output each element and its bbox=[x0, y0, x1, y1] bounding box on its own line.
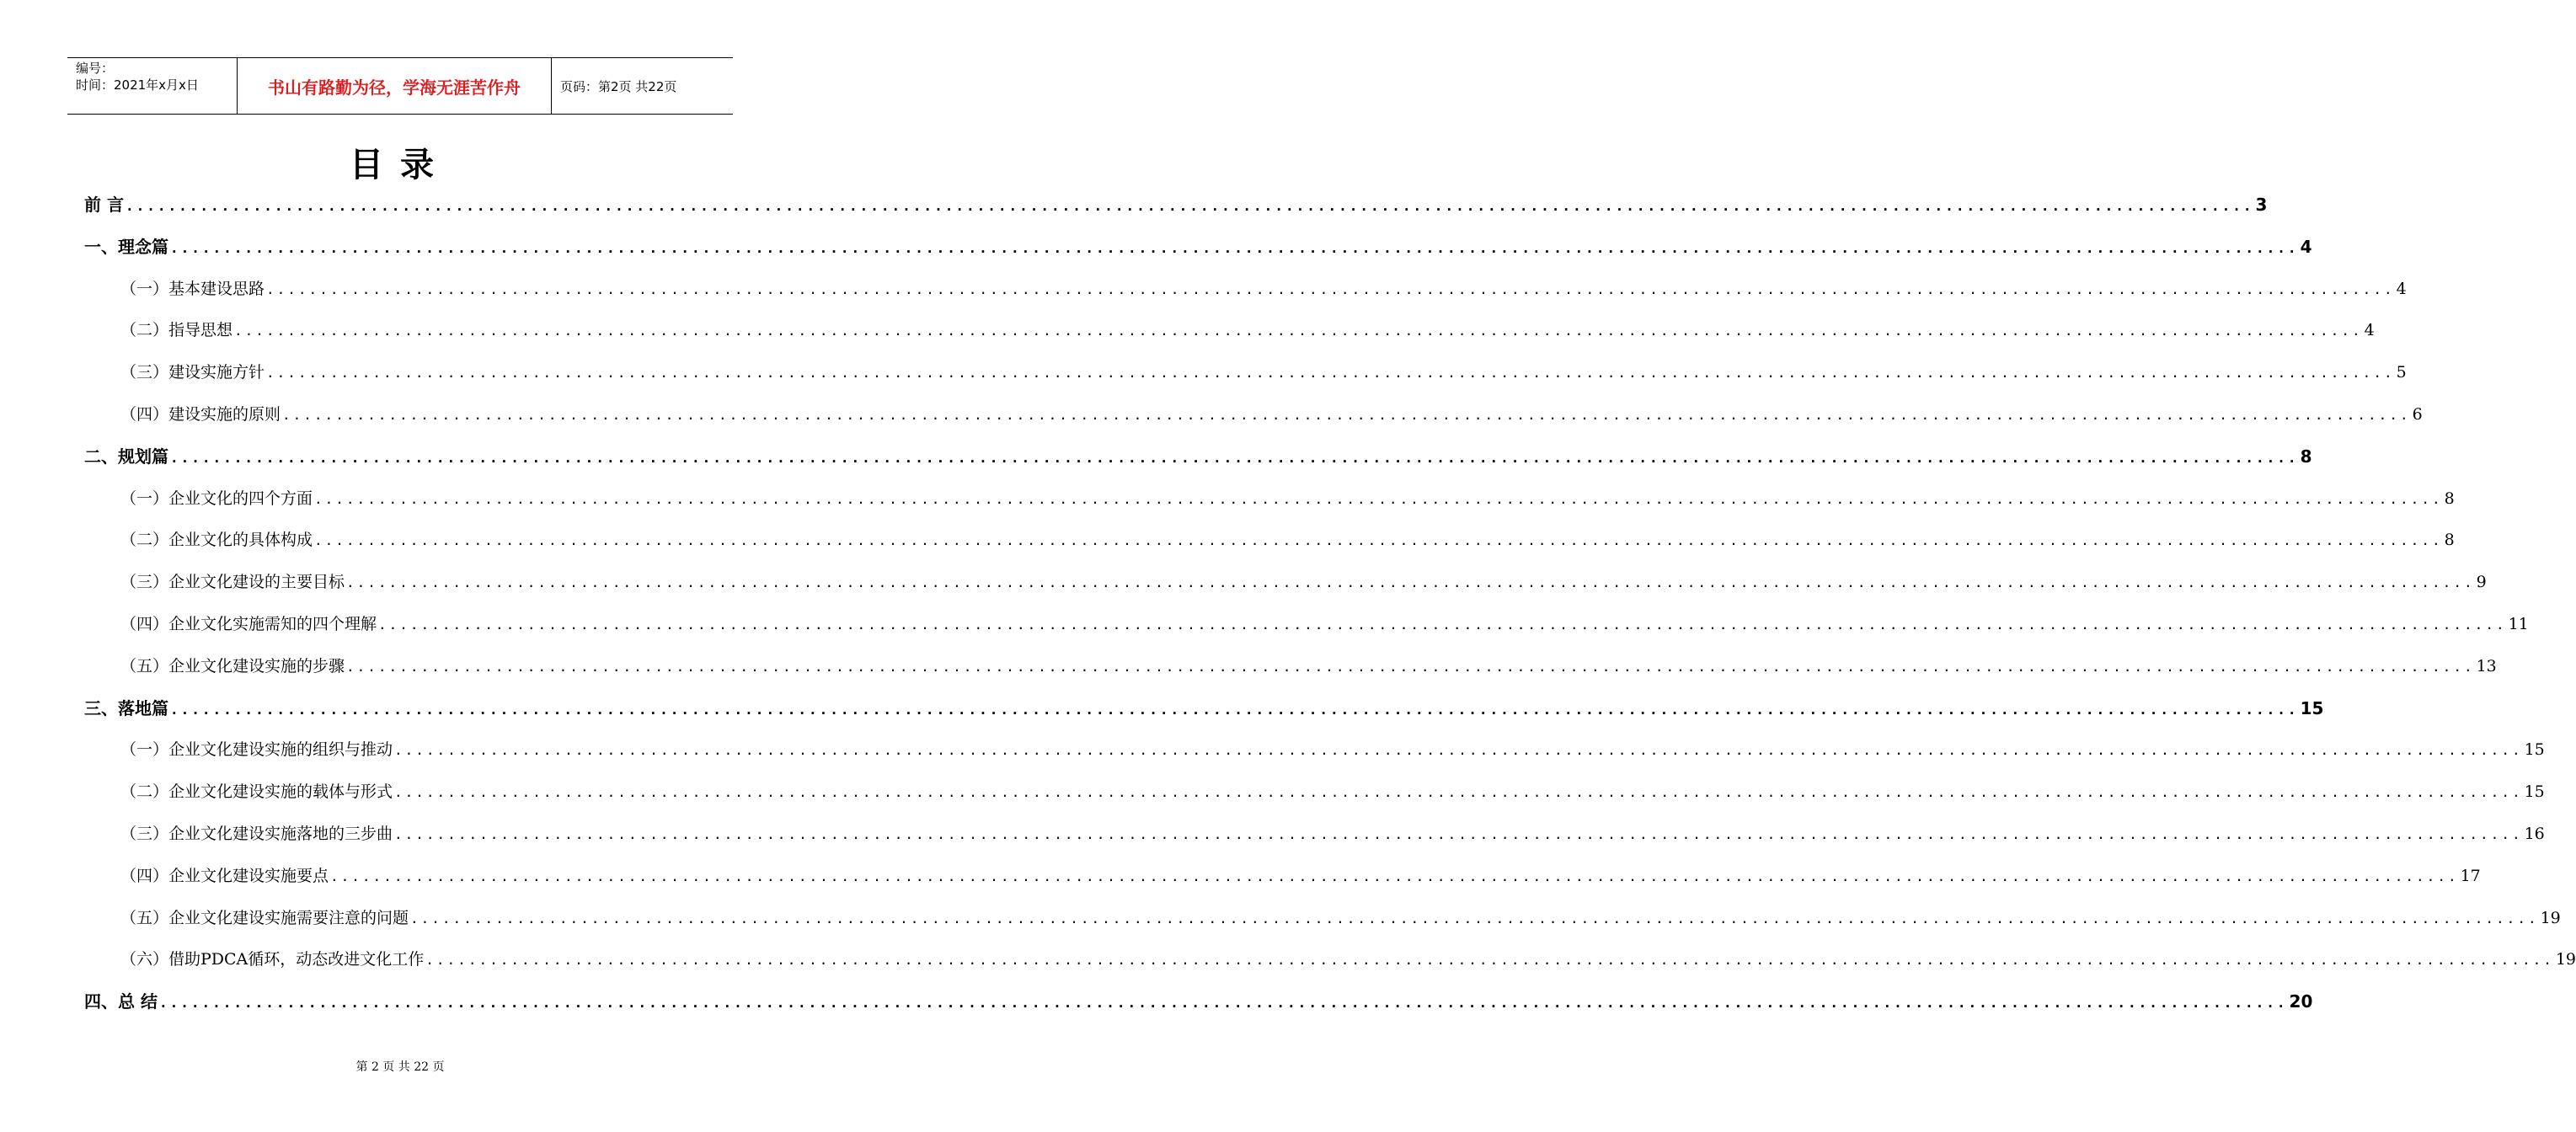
time-label: 时间：2021年x月x日 bbox=[76, 77, 199, 93]
toc-entry[interactable] bbox=[120, 779, 2545, 804]
toc-entry-title: （二）企业文化建设实施的载体与形式 bbox=[120, 782, 393, 801]
toc-entry[interactable] bbox=[120, 402, 2423, 427]
toc-dot-leader: ........................................................................................................................................................................................................ bbox=[234, 323, 2363, 339]
toc-entry[interactable] bbox=[120, 737, 2545, 762]
toc-entry-title: （四）企业文化建设实施要点 bbox=[120, 867, 329, 885]
toc-entry-page: 20 bbox=[2289, 991, 2313, 1012]
toc-entry[interactable] bbox=[120, 360, 2407, 385]
toc-entry-page: 4 bbox=[2364, 321, 2375, 339]
toc-entry[interactable] bbox=[84, 192, 2268, 217]
toc-dot-leader: ........................................................................................................................................................................................................ bbox=[170, 240, 2299, 256]
toc-entry-title: （三）建设实施方针 bbox=[120, 363, 265, 382]
toc-dot-leader: ........................................................................................................................................................................................................ bbox=[410, 910, 2539, 926]
toc-entry[interactable] bbox=[84, 989, 2313, 1014]
page-title: 目录 bbox=[350, 146, 451, 184]
toc-entry-title: 二、规划篇 bbox=[84, 446, 168, 467]
toc-entry-page: 16 bbox=[2524, 825, 2545, 843]
toc-entry-page: 8 bbox=[2444, 489, 2455, 508]
toc-entry[interactable] bbox=[120, 905, 2561, 931]
toc-dot-leader: ........................................................................................................................................................................................................ bbox=[158, 995, 2288, 1011]
toc-entry-page: 15 bbox=[2524, 740, 2545, 759]
toc-entry-page: 5 bbox=[2396, 363, 2407, 382]
toc-entry-page: 15 bbox=[2300, 698, 2324, 718]
toc-entry-title: （三）企业文化建设实施落地的三步曲 bbox=[120, 825, 393, 843]
toc-entry-page: 6 bbox=[2412, 405, 2423, 424]
toc-entry[interactable] bbox=[120, 569, 2487, 595]
toc-dot-leader: ........................................................................................................................................................................................................ bbox=[378, 617, 2507, 633]
toc-dot-leader: ........................................................................................................................................................................................................ bbox=[394, 784, 2523, 800]
toc-entry[interactable] bbox=[120, 276, 2407, 302]
toc-dot-leader: ........................................................................................................................................................................................................ bbox=[125, 198, 2254, 214]
toc-entry[interactable] bbox=[84, 444, 2312, 469]
toc-dot-leader: ........................................................................................................................................................................................................ bbox=[394, 742, 2523, 758]
toc-dot-leader: ........................................................................................................................................................................................................ bbox=[170, 450, 2299, 466]
toc-entry[interactable] bbox=[120, 947, 2576, 972]
toc-entry-title: 前 言 bbox=[84, 195, 124, 215]
toc-entry-title: （一）企业文化建设实施的组织与推动 bbox=[120, 740, 393, 759]
toc-dot-leader: ........................................................................................................................................................................................................ bbox=[394, 826, 2523, 842]
toc-entry-page: 19 bbox=[2555, 950, 2576, 969]
toc-entry-page: 9 bbox=[2476, 573, 2487, 591]
toc-entry-page: 17 bbox=[2460, 867, 2481, 885]
toc-entry[interactable] bbox=[120, 863, 2481, 889]
header-page-info: 页码：第2页 共22页 bbox=[560, 78, 677, 94]
toc-dot-leader: ........................................................................................................................................................................................................ bbox=[346, 659, 2475, 675]
toc-entry-page: 4 bbox=[2396, 280, 2407, 298]
toc-entry-title: （二）指导思想 bbox=[120, 321, 233, 339]
toc-entry[interactable] bbox=[84, 696, 2324, 721]
toc-entry[interactable] bbox=[120, 821, 2545, 846]
toc-entry-title: （六）借助PDCA循环，动态改进文化工作 bbox=[120, 950, 425, 969]
toc-entry-title: 一、理念篇 bbox=[84, 237, 168, 257]
toc-entry-title: （一）基本建设思路 bbox=[120, 280, 265, 298]
toc-entry-title: 四、总 结 bbox=[84, 991, 158, 1012]
toc-entry-page: 13 bbox=[2476, 657, 2497, 675]
page-footer: 第 2 页 共 22 页 bbox=[355, 1060, 445, 1074]
toc-entry-page: 19 bbox=[2540, 909, 2561, 927]
toc-entry-title: （五）企业文化建设实施的步骤 bbox=[120, 657, 345, 675]
header-motto: 书山有路勤为径，学海无涯苦作舟 bbox=[237, 58, 552, 114]
toc-entry-title: （二）企业文化的具体构成 bbox=[120, 531, 313, 549]
toc-entry[interactable] bbox=[120, 611, 2529, 637]
toc-entry-page: 3 bbox=[2255, 195, 2268, 215]
toc-entry-title: （四）企业文化实施需知的四个理解 bbox=[120, 615, 377, 633]
toc-entry-title: 三、落地篇 bbox=[84, 698, 168, 718]
toc-dot-leader: ........................................................................................................................................................................................................ bbox=[266, 281, 2395, 297]
toc-dot-leader: ........................................................................................................................................................................................................ bbox=[282, 407, 2411, 423]
toc-dot-leader: ........................................................................................................................................................................................................ bbox=[266, 365, 2395, 381]
toc-entry-page: 8 bbox=[2444, 531, 2455, 549]
toc-entry-page: 4 bbox=[2300, 237, 2312, 257]
toc-entry[interactable] bbox=[84, 234, 2312, 259]
toc-dot-leader: ........................................................................................................................................................................................................ bbox=[330, 868, 2459, 884]
toc-entry-page: 8 bbox=[2300, 446, 2312, 467]
toc-entry[interactable] bbox=[120, 486, 2455, 511]
toc-entry[interactable] bbox=[120, 527, 2455, 553]
number-label: 编号： bbox=[76, 61, 115, 76]
toc-dot-leader: ........................................................................................................................................................................................................ bbox=[170, 702, 2299, 718]
toc-entry-page: 15 bbox=[2524, 782, 2545, 801]
toc-dot-leader: ........................................................................................................................................................................................................ bbox=[314, 532, 2443, 548]
toc-entry-title: （一）企业文化的四个方面 bbox=[120, 489, 313, 508]
toc-entry[interactable] bbox=[120, 318, 2375, 343]
toc-entry[interactable] bbox=[120, 654, 2497, 679]
toc-entry-title: （三）企业文化建设的主要目标 bbox=[120, 573, 345, 591]
toc-dot-leader: ........................................................................................................................................................................................................ bbox=[314, 491, 2443, 507]
toc-entry-title: （四）建设实施的原则 bbox=[120, 405, 281, 424]
toc-entry-page: 11 bbox=[2508, 615, 2529, 633]
toc-dot-leader: ........................................................................................................................................................................................................ bbox=[346, 574, 2475, 590]
toc-dot-leader: ........................................................................................................................................................................................................ bbox=[425, 952, 2554, 968]
toc-entry-title: （五）企业文化建设实施需要注意的问题 bbox=[120, 909, 409, 927]
